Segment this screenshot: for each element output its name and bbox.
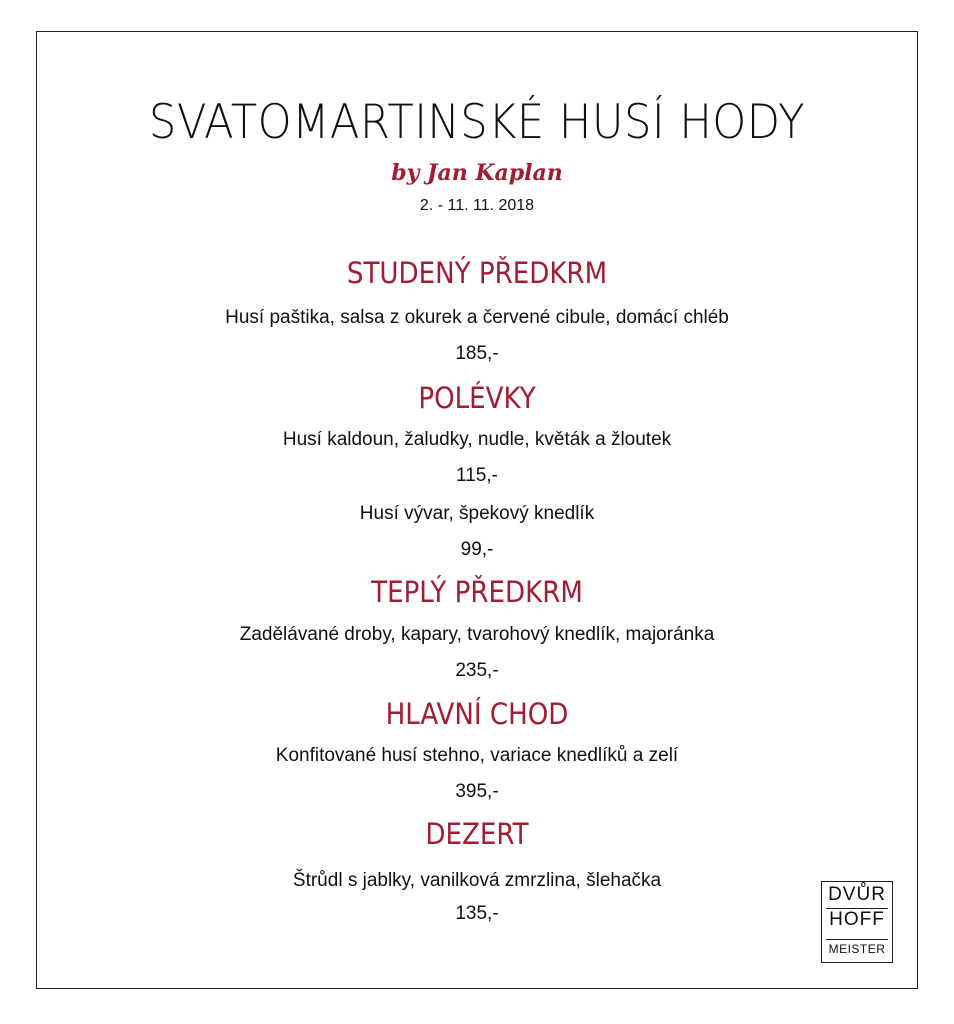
menu-item-price: 185,- [455, 343, 499, 364]
menu-item-name: Zadělávané droby, kapary, tvarohový knedlík, majoránka [239, 624, 715, 645]
menu-item-price: 235,- [455, 660, 499, 681]
menu-item-price: 115,- [456, 465, 498, 486]
section-title-hlavni-chod: HLAVNÍ CHOD [385, 697, 569, 731]
menu-item-name: Štrůdl s jablky, vanilková zmrzlina, šlehačka [292, 870, 662, 891]
menu-byline: by Jan Kaplan [391, 160, 563, 186]
logo-line-meister: MEISTER [828, 942, 886, 956]
menu-item-price: 135,- [455, 903, 499, 924]
menu-item-name: Husí vývar, špekový knedlík [359, 503, 595, 524]
menu-dates: 2. - 11. 11. 2018 [419, 197, 535, 214]
menu-item-name: Konfitované husí stehno, variace knedlíků a zelí [275, 745, 679, 766]
section-title-dezert: DEZERT [425, 817, 529, 851]
logo-divider-bottom [826, 939, 888, 940]
section-title-teply-predkrm: TEPLÝ PŘEDKRM [371, 575, 583, 609]
logo-line-hoff: HOFF [829, 909, 885, 930]
menu-title: SVATOMARTINSKÉ HUSÍ HODY [148, 95, 806, 150]
section-title-studeny-predkrm: STUDENÝ PŘEDKRM [346, 256, 608, 290]
dvur-hoffmeister-logo [821, 881, 893, 963]
menu-item-price: 395,- [455, 781, 499, 802]
section-title-polevky: POLÉVKY [418, 381, 536, 415]
menu-item-price: 99,- [460, 539, 494, 560]
menu-item-name: Husí kaldoun, žaludky, nudle, květák a žloutek [282, 429, 672, 450]
logo-line-dvur: DVŮR [828, 884, 886, 905]
menu-item-name: Husí paštika, salsa z okurek a červené cibule, domácí chléb [225, 307, 729, 328]
